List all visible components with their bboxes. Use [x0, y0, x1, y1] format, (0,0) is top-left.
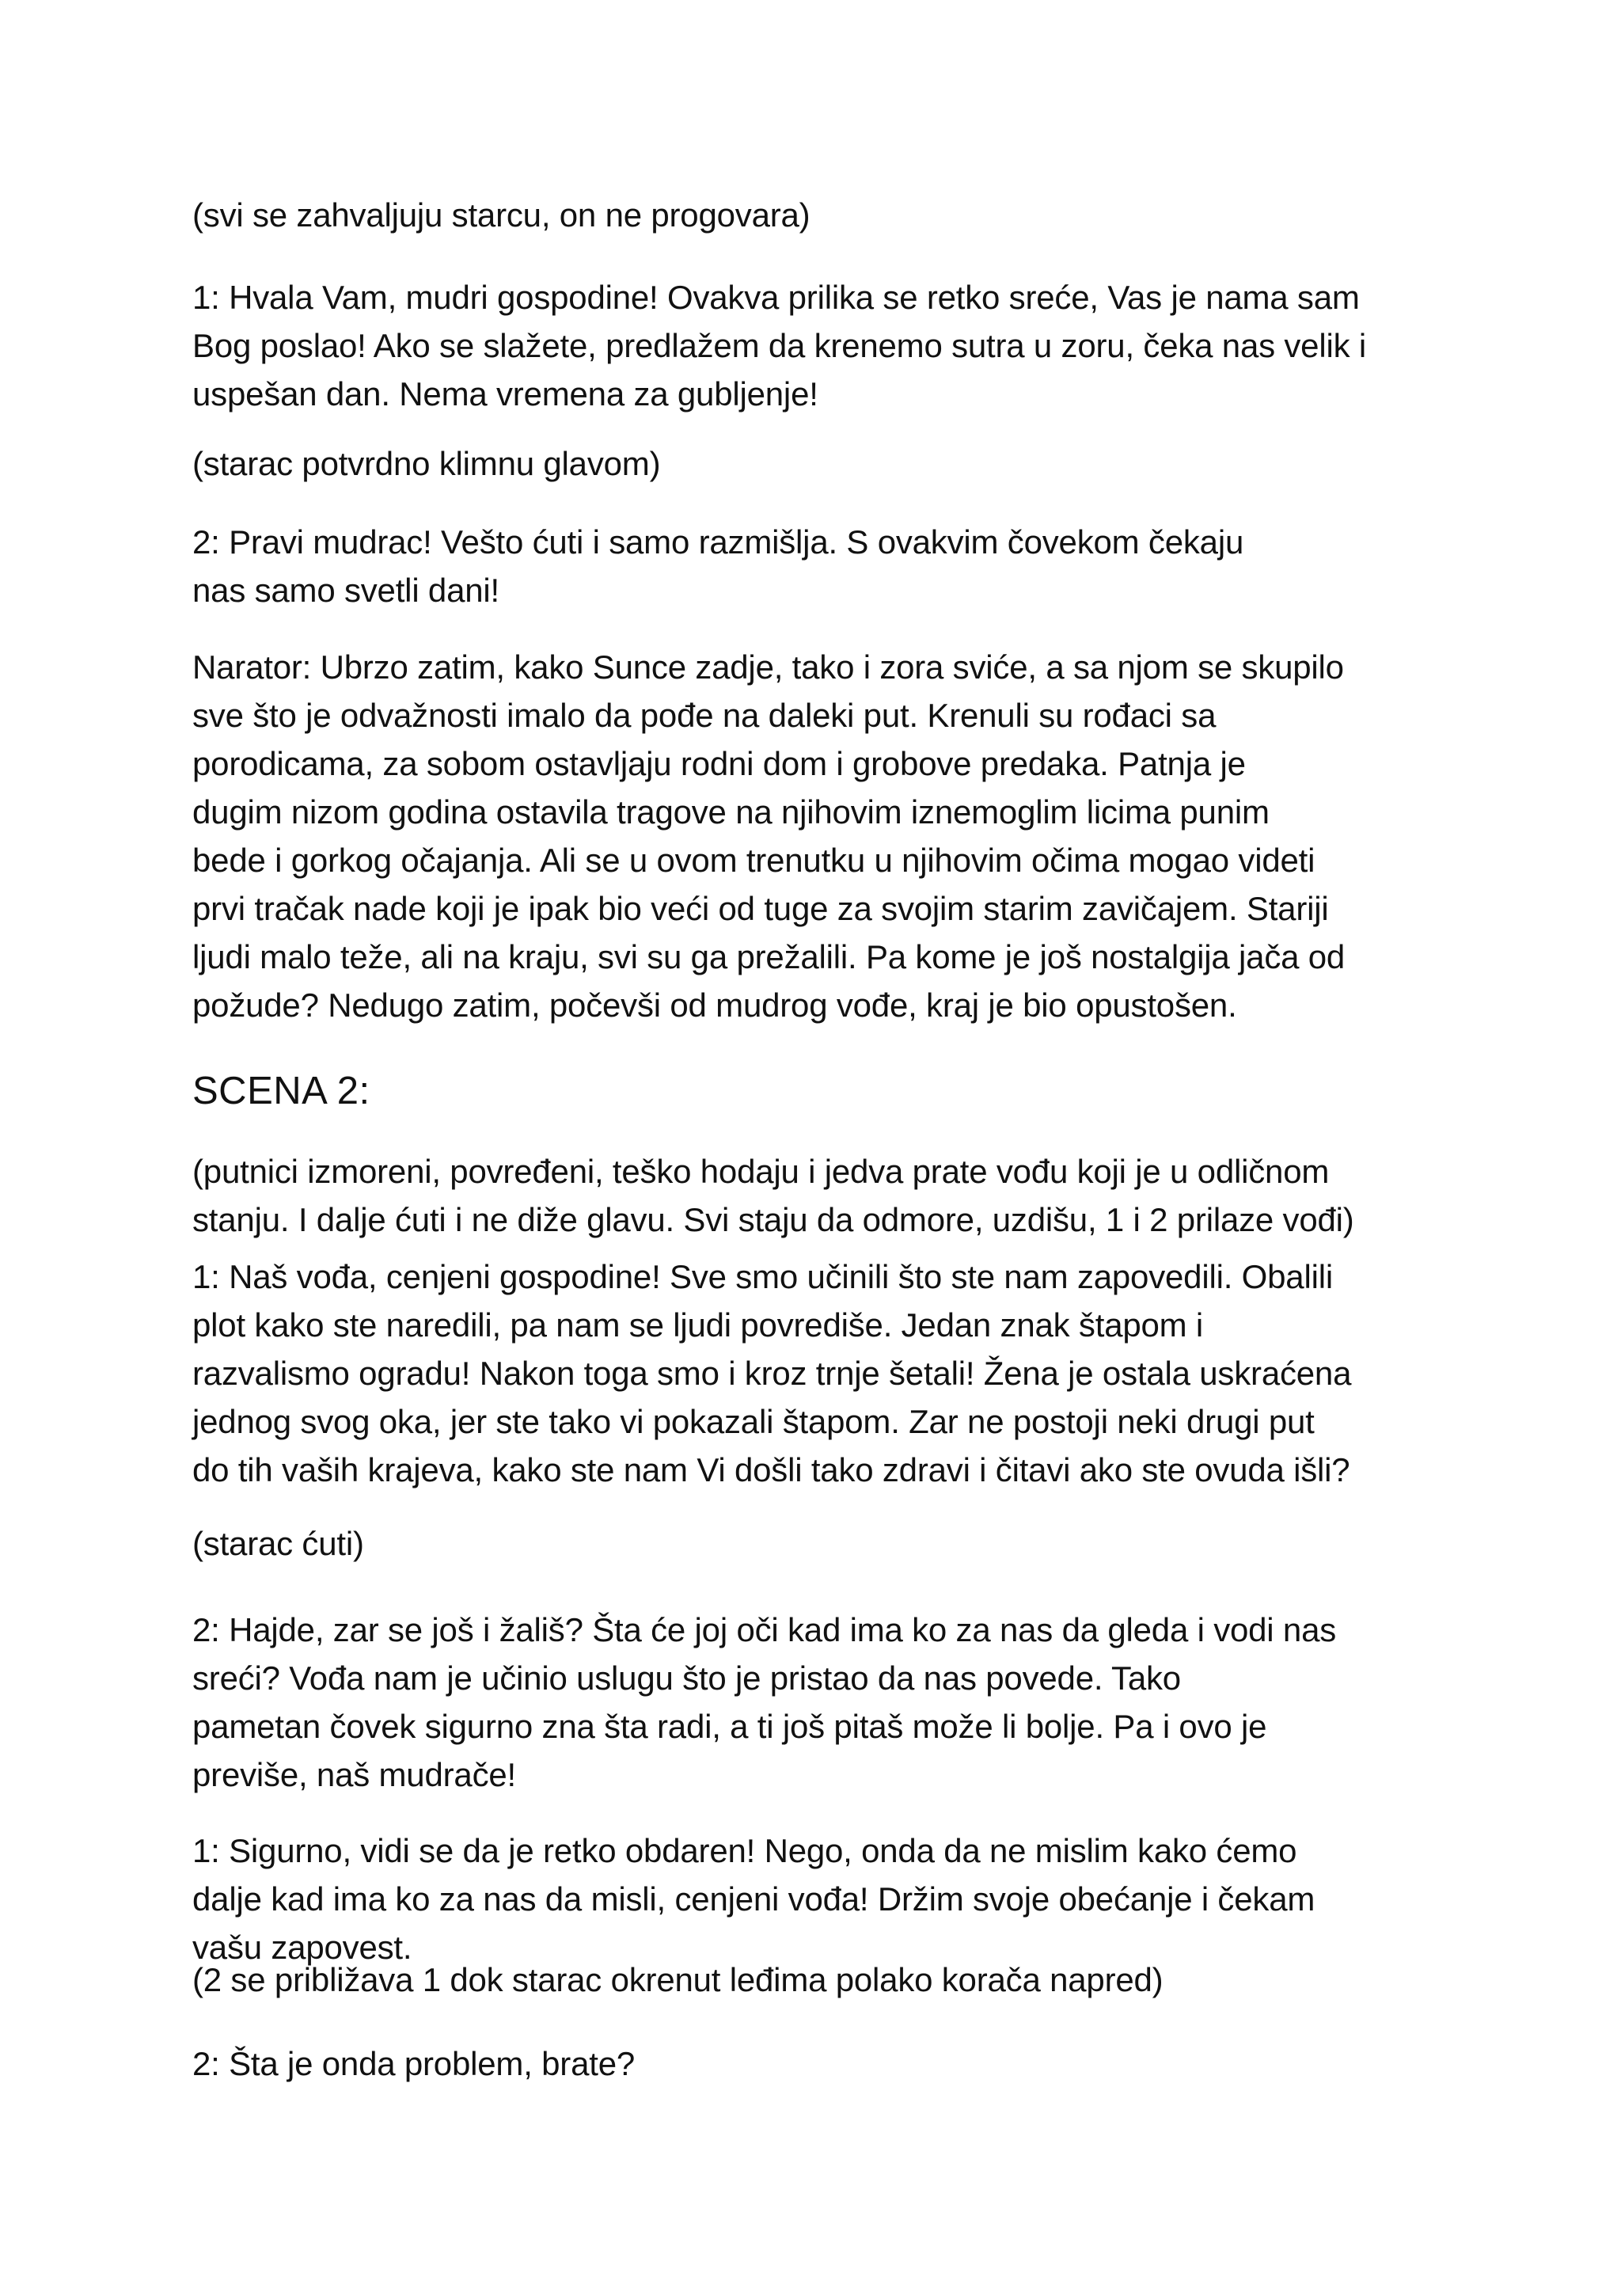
- text-line: Bog poslao! Ako se slažete, predlažem da krenemo sutra u zoru, čeka nas velik i: [192, 327, 1366, 364]
- text-line: 1: Naš vođa, cenjeni gospodine! Sve smo učinili što ste nam zapovedili. Obalili: [192, 1258, 1333, 1295]
- text-line: (starac ćuti): [192, 1525, 364, 1562]
- text-line: požude? Nedugo zatim, počevši od mudrog vođe, kraj je bio opustošen.: [192, 986, 1237, 1024]
- stage-direction: [192, 1147, 1475, 1244]
- text-line: dalje kad ima ko za nas da misli, cenjeni vođa! Držim svoje obećanje i čekam: [192, 1880, 1315, 1918]
- text-line: sve što je odvažnosti imalo da pođe na daleki put. Krenuli su rođaci sa: [192, 697, 1217, 734]
- dialogue-paragraph: [192, 1253, 1475, 1494]
- text-line: (starac potvrdno klimnu glavom): [192, 445, 661, 482]
- dialogue-paragraph: [192, 273, 1475, 418]
- dialogue-paragraph: [192, 2039, 1475, 2088]
- text-line: (2 se približava 1 dok starac okrenut leđima polako korača napred): [192, 1961, 1164, 1998]
- text-line: jednog svog oka, jer ste tako vi pokazali štapom. Zar ne postoji neki drugi put: [192, 1403, 1315, 1440]
- text-line: porodicama, za sobom ostavljaju rodni dom i grobove predaka. Patnja je: [192, 745, 1246, 782]
- text-line: nas samo svetli dani!: [192, 572, 499, 609]
- narrator-paragraph: [192, 643, 1475, 1029]
- text-line: plot kako ste naredili, pa nam se ljudi povrediše. Jedan znak štapom i: [192, 1306, 1204, 1344]
- scene-heading: SCENA 2:: [192, 1070, 370, 1112]
- text-line: bede i gorkog očajanja. Ali se u ovom trenutku u njihovim očima mogao videti: [192, 842, 1315, 879]
- text-line: 1: Hvala Vam, mudri gospodine! Ovakva prilika se retko sreće, Vas je nama sam: [192, 279, 1360, 316]
- text-line: 2: Šta je onda problem, brate?: [192, 2045, 636, 2082]
- text-line: (svi se zahvaljuju starcu, on ne progovara): [192, 196, 810, 234]
- text-line: Narator: Ubrzo zatim, kako Sunce zadje, tako i zora sviće, a sa njom se skupilo: [192, 648, 1344, 686]
- text-line: prvi tračak nade koji je ipak bio veći od tuge za svojim starim zavičajem. Stariji: [192, 890, 1329, 927]
- text-line: 2: Hajde, zar se još i žališ? Šta će joj oči kad ima ko za nas da gleda i vodi nas: [192, 1611, 1337, 1648]
- text-line: sreći? Vođa nam je učinio uslugu što je pristao da nas povede. Tako: [192, 1659, 1181, 1697]
- dialogue-paragraph: [192, 518, 1475, 614]
- text-line: pametan čovek sigurno zna šta radi, a ti još pitaš može li bolje. Pa i ovo je: [192, 1708, 1267, 1745]
- text-line: razvalismo ogradu! Nakon toga smo i kroz trnje šetali! Žena je ostala uskraćena: [192, 1355, 1352, 1392]
- text-line: dugim nizom godina ostavila tragove na njihovim iznemoglim licima punim: [192, 793, 1270, 831]
- stage-direction: [192, 1956, 1475, 2004]
- text-line: do tih vaših krajeva, kako ste nam Vi došli tako zdravi i čitavi ako ste ovuda išli?: [192, 1451, 1350, 1488]
- stage-direction: [192, 191, 1475, 239]
- text-line: stanju. I dalje ćuti i ne diže glavu. Svi staju da odmore, uzdišu, 1 i 2 prilaze vođi): [192, 1201, 1354, 1238]
- text-line: previše, naš mudrače!: [192, 1756, 516, 1793]
- text-line: (putnici izmoreni, povređeni, teško hodaju i jedva prate vođu koji je u odličnom: [192, 1153, 1330, 1190]
- dialogue-paragraph: [192, 1827, 1475, 1971]
- stage-direction: [192, 439, 1475, 488]
- dialogue-paragraph: [192, 1606, 1475, 1799]
- text-line: 2: Pravi mudrac! Vešto ćuti i samo razmišlja. S ovakvim čovekom čekaju: [192, 523, 1244, 561]
- text-line: uspešan dan. Nema vremena za gubljenje!: [192, 375, 818, 412]
- text-line: 1: Sigurno, vidi se da je retko obdaren! Nego, onda da ne mislim kako ćemo: [192, 1832, 1297, 1869]
- stage-direction: [192, 1519, 1475, 1568]
- text-line: ljudi malo teže, ali na kraju, svi su ga prežalili. Pa kome je još nostalgija jača od: [192, 938, 1346, 975]
- text-line: vašu zapovest.: [192, 1929, 412, 1966]
